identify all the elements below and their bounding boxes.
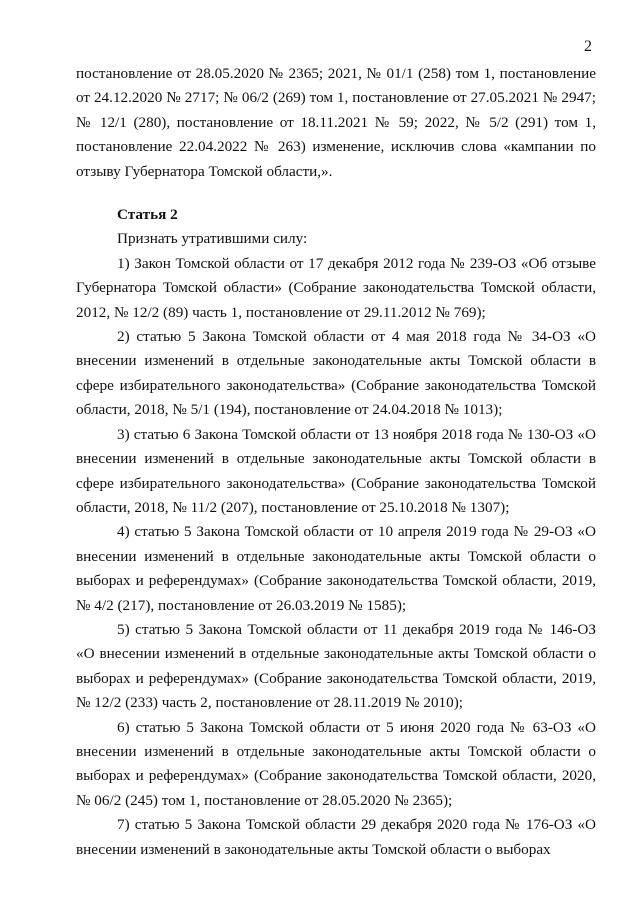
list-item: 7) статью 5 Закона Томской области 29 декабря 2020 года № 176-ОЗ «О внесении изменений в законодательные акты Томской области о выборах bbox=[76, 816, 596, 858]
list-item: 2) статью 5 Закона Томской области от 4 мая 2018 года № 34-ОЗ «О внесении изменений в отдельные законодательные акты Томской области в сфере избирательного законодательства» (Собрание законодательства Томской области, 2018, № 5/1 (194), постановление от 24.04.2018 № 1013); bbox=[76, 328, 596, 419]
list-item: 1) Закон Томской области от 17 декабря 2012 года № 239-ОЗ «Об отзыве Губернатора Томской области» (Собрание законодательства Томской области, 2012, № 12/2 (89) часть 1, постановление от 29.11.2012 № 769); bbox=[76, 254, 596, 321]
article-lead: Признать утратившими силу: bbox=[117, 230, 308, 248]
page-number: 2 bbox=[584, 38, 592, 55]
list-item: 3) статью 6 Закона Томской области от 13 ноября 2018 года № 130-ОЗ «О внесении изменений в отдельные законодательные акты Томской области в сфере избирательного законодательства» (Собрание законодательства Томской области, 2018, № 11/2 (207), постановление от 25.10.2018 № 1307); bbox=[76, 425, 596, 516]
list-item: 6) статью 5 Закона Томской области от 5 июня 2020 года № 63-ОЗ «О внесении изменений в отдельные законодательные акты Томской области о выборах и референдумах» (Собрание законодательства Томской области, 2020, № 06/2 (245) том 1, постановление от 28.05.2020 № 2365); bbox=[76, 718, 596, 809]
list-item: 4) статью 5 Закона Томской области от 10 апреля 2019 года № 29-ОЗ «О внесении изменений в отдельные законодательные акты Томской области о выборах и референдумах» (Собрание законодательства Томской области, 2019, № 4/2 (217), постановление от 26.03.2019 № 1585); bbox=[76, 523, 596, 614]
article-heading: Статья 2 bbox=[117, 206, 178, 224]
list-item: 5) статью 5 Закона Томской области от 11 декабря 2019 года № 146-ОЗ «О внесении изменений в отдельные законодательные акты Томской области о выборах и референдумах» (Собрание законодательства Томской области, 2019, № 12/2 (233) часть 2, постановление от 28.11.2019 № 2010); bbox=[76, 620, 596, 712]
intro-paragraph: постановление от 28.05.2020 № 2365; 2021, № 01/1 (258) том 1, постановление от 24.12.2020 № 2717; № 06/2 (269) том 1, постановление от 27.05.2021 № 2947; № 12/1 (280), постановление от 18.11.2021 № 59; 2022, № 5/2 (291) том 1, постановление 22.04.2022 № 263) изменение, исключив слова «кампании по отзыву Губернатора Томской области,». bbox=[76, 65, 596, 180]
document-body bbox=[76, 62, 596, 862]
